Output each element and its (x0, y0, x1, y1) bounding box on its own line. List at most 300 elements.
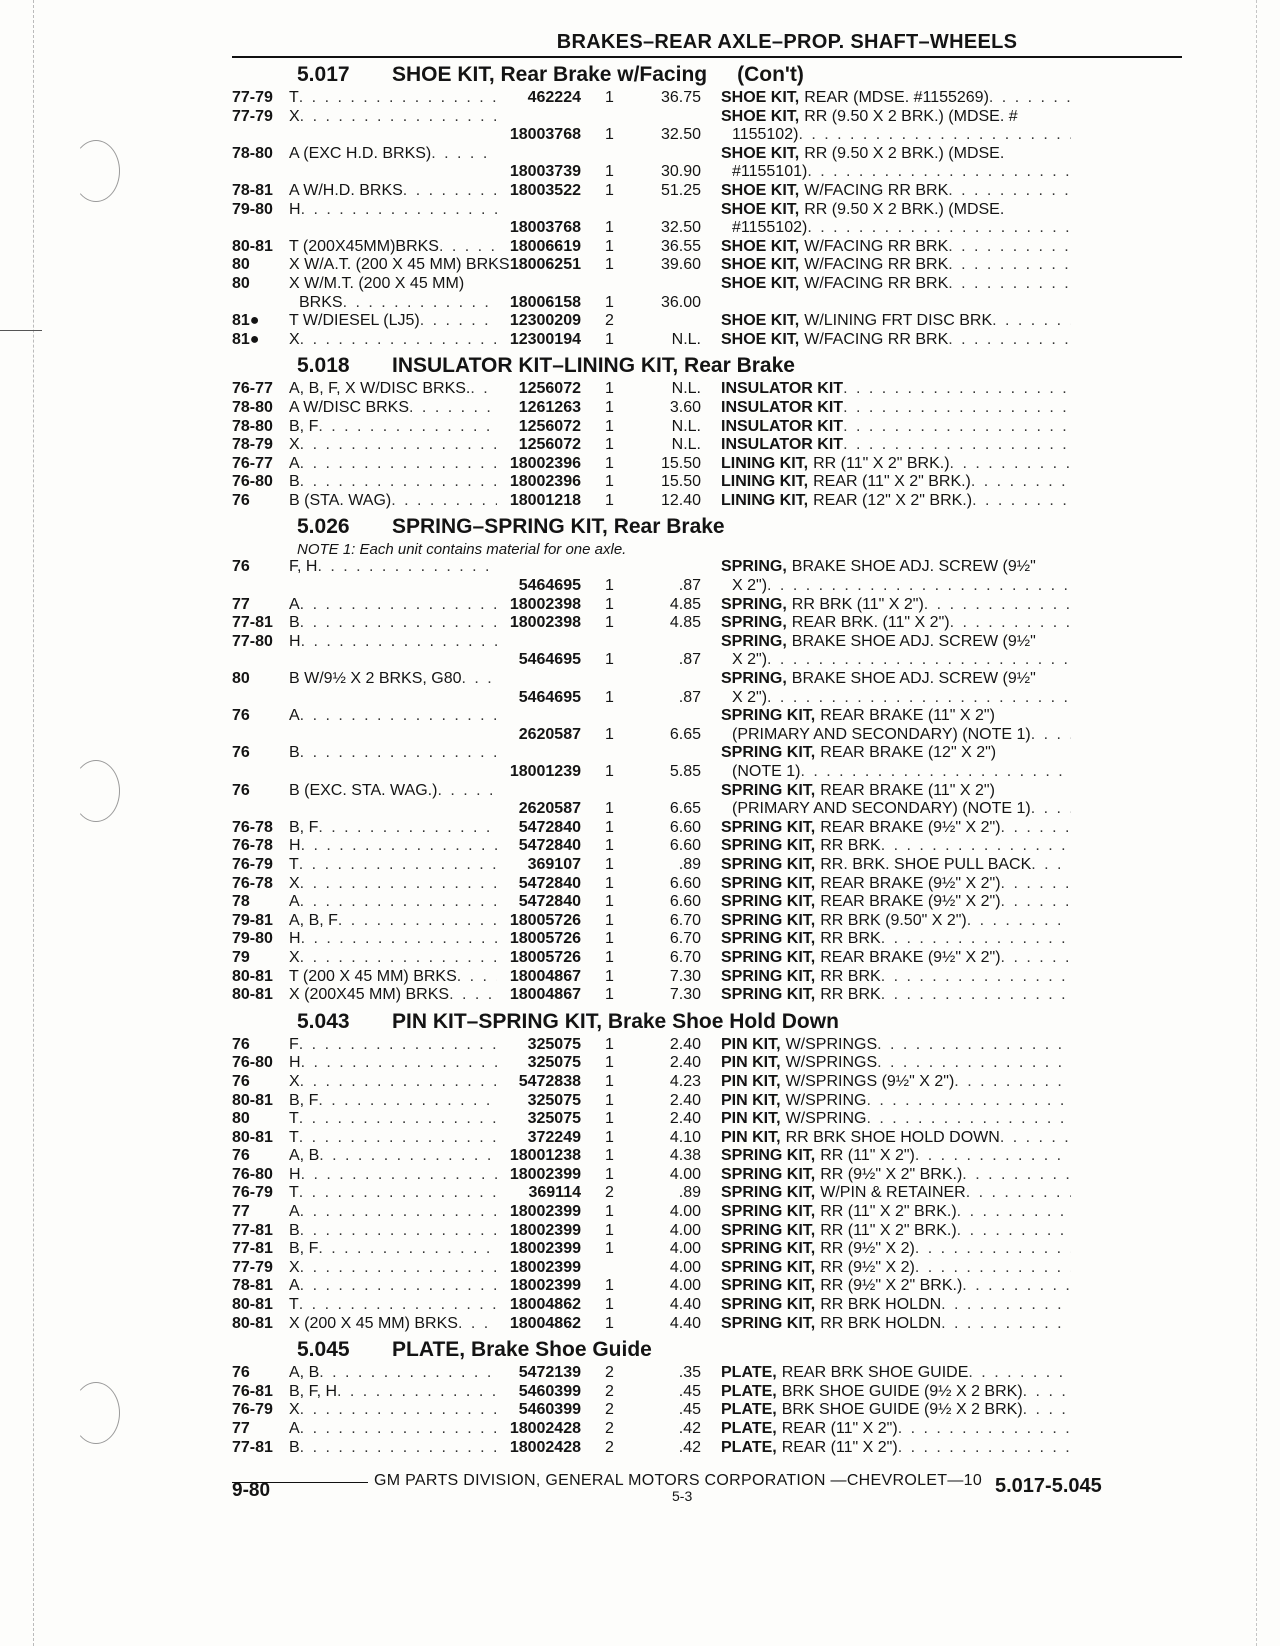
leader-dots (972, 492, 1071, 511)
description-text: REAR (12" X 2" BRK.) (813, 491, 973, 509)
description-text: RR BRK (820, 967, 881, 985)
description-item: SPRING KIT, (721, 855, 816, 873)
quantity: 2 (605, 1382, 614, 1400)
leader-dots (300, 455, 497, 474)
part-number: 18001239 (509, 763, 581, 780)
part-number: 325075 (527, 1091, 581, 1109)
leader-dots (300, 1401, 497, 1420)
quantity: 1 (605, 893, 614, 911)
model-years: 78-80 (232, 398, 273, 416)
quantity: 1 (605, 1110, 614, 1128)
application-line (289, 436, 497, 455)
section-title: SHOE KIT, Rear Brake w/Facing (392, 63, 708, 86)
leader-dots (1031, 800, 1071, 819)
price: .42 (678, 1420, 701, 1437)
part-number: 18002428 (509, 1438, 581, 1456)
application (289, 1054, 497, 1073)
application-line (289, 837, 497, 856)
application-lines (289, 670, 497, 707)
application-text: T (289, 1184, 299, 1202)
description-item: SPRING KIT, (721, 911, 816, 929)
price: 2.40 (669, 1110, 701, 1128)
description-text: W/PIN & RETAINER (820, 1184, 966, 1202)
part-number: 18002398 (509, 595, 581, 613)
quantity: 1 (605, 417, 614, 435)
description-line (721, 726, 1071, 745)
application-line (289, 1184, 497, 1203)
description (721, 1166, 1071, 1185)
description-item: SPRING KIT, (721, 781, 816, 799)
description-line (721, 651, 1071, 670)
part-row (232, 1401, 1182, 1420)
description (721, 1296, 1071, 1315)
quantity: 1 (605, 126, 614, 144)
application-text: T (289, 1110, 299, 1128)
description-item: PIN KIT, (721, 1091, 781, 1109)
leader-dots (300, 744, 497, 763)
description-text: REAR (11" X 2") (781, 1420, 898, 1437)
description-line (721, 633, 1071, 652)
description-text: RR BRK (9.50" X 2") (820, 911, 967, 929)
application-lines (289, 399, 497, 418)
description-text: RR (11" X 2") (820, 1147, 915, 1165)
price: 6.65 (669, 800, 701, 818)
description-text: REAR BRK SHOE GUIDE (781, 1364, 969, 1382)
description-text: RR BRK HOLDN (820, 1314, 942, 1332)
quantity: 1 (605, 855, 614, 873)
model-years: 77-81 (232, 614, 273, 632)
price: .87 (678, 577, 701, 595)
application-lines (289, 1147, 497, 1166)
leader-dots (954, 1073, 1071, 1092)
part-number: 18002399 (509, 1165, 581, 1183)
part-number: 12300209 (509, 312, 581, 330)
leader-dots (881, 837, 1071, 856)
part-row (232, 912, 1182, 931)
leader-dots (877, 1036, 1071, 1055)
description-text: RR BRK (820, 986, 881, 1004)
description-item: SPRING KIT, (721, 893, 816, 911)
leader-dots (992, 312, 1071, 331)
description (721, 1259, 1071, 1278)
leader-dots (968, 1364, 1071, 1383)
price: 6.60 (669, 818, 701, 836)
part-number: 5472840 (518, 818, 581, 836)
part-number: 5472840 (518, 874, 581, 892)
catalog-page (232, 28, 1182, 1457)
application-text: F, H (289, 558, 318, 576)
application-line (289, 1036, 497, 1055)
application-text: X (200X45 MM) BRKS (289, 986, 450, 1004)
leader-dots (941, 1296, 1071, 1315)
application-line (289, 418, 497, 437)
application-line (289, 1277, 497, 1296)
margin-tick (0, 330, 42, 331)
part-number: 18002399 (509, 1258, 581, 1276)
model-years: 79-81 (232, 911, 273, 929)
application-text: X (289, 107, 300, 125)
description-line (721, 670, 1071, 689)
quantity: 1 (605, 380, 614, 398)
application-text: A, B (289, 1147, 320, 1165)
quantity: 1 (605, 725, 614, 743)
description-item: SPRING KIT, (721, 818, 816, 836)
model-years: 76-78 (232, 818, 273, 836)
part-row (232, 256, 1182, 275)
application-line (289, 1166, 497, 1185)
application-text: A, B, F, X W/DISC BRKS. (289, 380, 471, 398)
price: 6.65 (669, 725, 701, 743)
punch-hole (72, 140, 120, 202)
part-number: 5464695 (518, 577, 581, 595)
leader-dots (299, 1110, 497, 1129)
description (721, 782, 1071, 819)
application-text: H (289, 200, 301, 218)
model-years: 76 (232, 1147, 250, 1165)
application (289, 182, 497, 201)
leader-dots (1031, 726, 1071, 745)
leader-dots (318, 1240, 497, 1259)
model-years: 80 (232, 256, 250, 274)
application (289, 1129, 497, 1148)
application-line (289, 145, 497, 164)
application (289, 1420, 497, 1439)
part-number: 5472838 (518, 1072, 581, 1090)
application-text: X (289, 436, 300, 454)
application (289, 399, 497, 418)
leader-dots (300, 1203, 497, 1222)
description-line (721, 1129, 1071, 1148)
description-line (721, 1439, 1071, 1458)
part-row (232, 614, 1182, 633)
application-text: A, B, F (289, 911, 338, 929)
application-text: X (289, 1072, 300, 1090)
description (721, 1092, 1071, 1111)
description (721, 1203, 1071, 1222)
model-years: 77-80 (232, 632, 273, 650)
model-years: 76-80 (232, 1054, 273, 1072)
model-years: 76-80 (232, 1165, 273, 1183)
application (289, 492, 497, 511)
price: 15.50 (660, 473, 701, 491)
description (721, 930, 1071, 949)
description-text: W/LINING FRT DISC BRK (804, 312, 993, 330)
leader-dots (898, 1420, 1071, 1439)
part-number: 18004867 (509, 967, 581, 985)
leader-dots (300, 1277, 497, 1296)
part-number: 18002399 (509, 1240, 581, 1258)
description-line (721, 986, 1071, 1005)
quantity: 1 (605, 1203, 614, 1221)
right-edge-line (1256, 0, 1257, 1646)
part-number: 18002399 (509, 1277, 581, 1295)
description (721, 1364, 1071, 1383)
leader-dots (843, 418, 1071, 437)
leader-dots (966, 1184, 1071, 1203)
application-text: X (289, 330, 300, 348)
description (721, 1420, 1071, 1439)
description-line (721, 912, 1071, 931)
part-number: 325075 (527, 1110, 581, 1128)
section-title: PIN KIT–SPRING KIT, Brake Shoe Hold Down (392, 1009, 839, 1033)
application-line (289, 108, 497, 127)
leader-dots (915, 1259, 1071, 1278)
price: .45 (678, 1382, 701, 1400)
description-text: RR (9.50 X 2 BRK.) (MDSE. (804, 144, 1005, 162)
model-years: 76-79 (232, 1401, 273, 1419)
model-years: 80-81 (232, 986, 273, 1004)
model-years: 76-81 (232, 1382, 273, 1400)
description-line (721, 1110, 1071, 1129)
description-item: SPRING KIT, (721, 1296, 816, 1314)
part-number: 1256072 (518, 436, 581, 454)
description-text: W/FACING RR BRK (804, 237, 949, 255)
leader-dots (767, 689, 1071, 708)
application-text: B, F (289, 1240, 319, 1258)
description (721, 1054, 1071, 1073)
leader-dots (301, 201, 497, 220)
part-number: 462224 (527, 89, 581, 106)
part-number: 12300194 (509, 330, 581, 348)
leader-dots (967, 912, 1071, 931)
leader-dots (337, 1383, 497, 1402)
description-item: SHOE KIT, (721, 237, 800, 255)
description-text: #1155101) (732, 163, 808, 181)
description (721, 492, 1071, 511)
part-number: 18002399 (509, 1203, 581, 1221)
leader-dots (950, 614, 1071, 633)
model-years: 80-81 (232, 1128, 273, 1146)
application-line (289, 912, 497, 931)
leader-dots (318, 418, 497, 437)
application (289, 1315, 497, 1334)
description-item: PLATE, (721, 1382, 777, 1400)
part-number: 18004862 (509, 1296, 581, 1314)
application-lines (289, 1054, 497, 1073)
application (289, 1401, 497, 1420)
description-text: W/SPRINGS (785, 1054, 878, 1072)
application-line (289, 856, 497, 875)
application (289, 1383, 497, 1402)
leader-dots (1001, 819, 1071, 838)
application (289, 1036, 497, 1055)
description-item: SPRING KIT, (721, 1240, 816, 1258)
application-text: X (289, 1401, 300, 1419)
application-line (289, 1147, 497, 1166)
part-row (232, 1364, 1182, 1383)
leader-dots (299, 856, 497, 875)
leader-dots (299, 1296, 497, 1315)
part-number: 18006251 (509, 256, 581, 274)
application-lines (289, 596, 497, 615)
part-number: 1256072 (518, 380, 581, 398)
application (289, 1439, 497, 1458)
quantity: 1 (605, 818, 614, 836)
price: 4.85 (669, 595, 701, 613)
part-number: 5464695 (518, 688, 581, 706)
description (721, 670, 1071, 707)
description-line (721, 238, 1071, 257)
description-item: SPRING, (721, 558, 787, 576)
application-lines (289, 1364, 497, 1383)
description (721, 455, 1071, 474)
model-years: 76 (232, 1072, 250, 1090)
application-lines (289, 912, 497, 931)
part-row (232, 930, 1182, 949)
quantity: 1 (605, 454, 614, 472)
quantity: 1 (605, 1035, 614, 1053)
application (289, 275, 497, 312)
description-text: BRAKE SHOE ADJ. SCREW (9½" (791, 670, 1036, 688)
section-range: 5.017-5.045 (995, 1475, 1102, 1497)
part-number: 5464695 (518, 651, 581, 669)
part-row (232, 201, 1182, 238)
price: 51.25 (660, 181, 701, 199)
application (289, 1277, 497, 1296)
leader-dots (948, 182, 1071, 201)
application-text: B, F, H (289, 1382, 338, 1400)
description-line (721, 893, 1071, 912)
leader-dots (301, 633, 497, 652)
price: 32.50 (660, 219, 701, 237)
application (289, 1147, 497, 1166)
part-row (232, 837, 1182, 856)
application-lines (289, 1277, 497, 1296)
description-text: RR BRK HOLDN (820, 1296, 942, 1314)
price: .35 (678, 1364, 701, 1382)
leader-dots (807, 219, 1071, 238)
application-line (289, 399, 497, 418)
application-lines (289, 436, 497, 455)
price: 39.60 (660, 256, 701, 274)
description-line (721, 1222, 1071, 1241)
leader-dots (300, 108, 497, 127)
description-text: W/FACING RR BRK (804, 256, 949, 274)
part-row (232, 856, 1182, 875)
description-item: SHOE KIT, (721, 144, 800, 162)
part-row (232, 1439, 1182, 1458)
application-line (289, 1401, 497, 1420)
parts-section (232, 1333, 1182, 1457)
section-number: 5.045 (297, 1338, 350, 1362)
description-line (721, 380, 1071, 399)
application-line (289, 819, 497, 838)
leader-dots (317, 558, 497, 577)
model-years: 77-81 (232, 1221, 273, 1239)
price: 6.70 (669, 930, 701, 948)
leader-dots (300, 1420, 497, 1439)
model-years: 80 (232, 670, 250, 688)
description-text: 1155102) (732, 126, 799, 144)
leader-dots (300, 1259, 497, 1278)
leader-dots (866, 1110, 1071, 1129)
description-item: SPRING KIT, (721, 1147, 816, 1165)
model-years: 79 (232, 948, 250, 966)
price: 4.00 (669, 1165, 701, 1183)
application-lines (289, 968, 497, 987)
part-row (232, 596, 1182, 615)
application (289, 108, 497, 145)
part-number: 18001218 (509, 491, 581, 509)
description (721, 633, 1071, 670)
price: 36.75 (660, 89, 701, 106)
application-line (289, 1203, 497, 1222)
part-row (232, 1277, 1182, 1296)
model-years: 77-81 (232, 1240, 273, 1258)
application (289, 1184, 497, 1203)
application-line (289, 294, 497, 313)
description (721, 436, 1071, 455)
description-item: SPRING KIT, (721, 967, 816, 985)
quantity: 1 (605, 1296, 614, 1314)
leader-dots (1031, 856, 1071, 875)
description-item: SPRING KIT, (721, 1314, 816, 1332)
leader-dots (948, 238, 1071, 257)
part-row (232, 331, 1182, 350)
part-row (232, 1259, 1182, 1278)
description-text: RR (9½" X 2) (820, 1258, 915, 1276)
leader-dots (948, 256, 1071, 275)
description-text: RR (9.50 X 2 BRK.) (MDSE. # (804, 107, 1018, 125)
description-line (721, 1073, 1071, 1092)
application-lines (289, 492, 497, 511)
application-text: B (289, 1438, 300, 1456)
page-number: 5-3 (672, 1488, 693, 1504)
model-years: 80 (232, 274, 250, 292)
application-lines (289, 1036, 497, 1055)
part-row (232, 744, 1182, 781)
description-text: W/FACING RR BRK (804, 181, 949, 199)
application-line (289, 1439, 497, 1458)
model-years: 77-81 (232, 1438, 273, 1456)
leader-dots (1023, 1383, 1071, 1402)
application-text: H (289, 1054, 301, 1072)
price: 4.00 (669, 1203, 701, 1221)
application-text: A (289, 1420, 300, 1437)
quantity: 1 (605, 595, 614, 613)
description-line (721, 744, 1071, 763)
description-line (721, 577, 1071, 596)
price: N.L. (671, 436, 701, 454)
description (721, 399, 1071, 418)
leader-dots (1001, 949, 1071, 968)
description-text: REAR (MDSE. #1155269) (804, 89, 989, 106)
leader-dots (300, 893, 497, 912)
description (721, 819, 1071, 838)
price: .45 (678, 1401, 701, 1419)
description-text: W/SPRING (785, 1110, 867, 1128)
part-row (232, 436, 1182, 455)
description-text: REAR BRAKE (9½" X 2") (820, 874, 1001, 892)
description-line (721, 1203, 1071, 1222)
application-lines (289, 275, 497, 312)
description-line (721, 930, 1071, 949)
description-text: (NOTE 1) (732, 763, 801, 780)
leader-dots (409, 399, 497, 418)
model-years: 80-81 (232, 967, 273, 985)
application-text: B, F (289, 417, 319, 435)
description-line (721, 126, 1071, 145)
leader-dots (300, 473, 497, 492)
description-item: PIN KIT, (721, 1054, 781, 1072)
application (289, 986, 497, 1005)
application-lines (289, 108, 497, 145)
quantity: 1 (605, 1091, 614, 1109)
part-row (232, 399, 1182, 418)
application (289, 1296, 497, 1315)
description (721, 312, 1071, 331)
description (721, 1383, 1071, 1402)
